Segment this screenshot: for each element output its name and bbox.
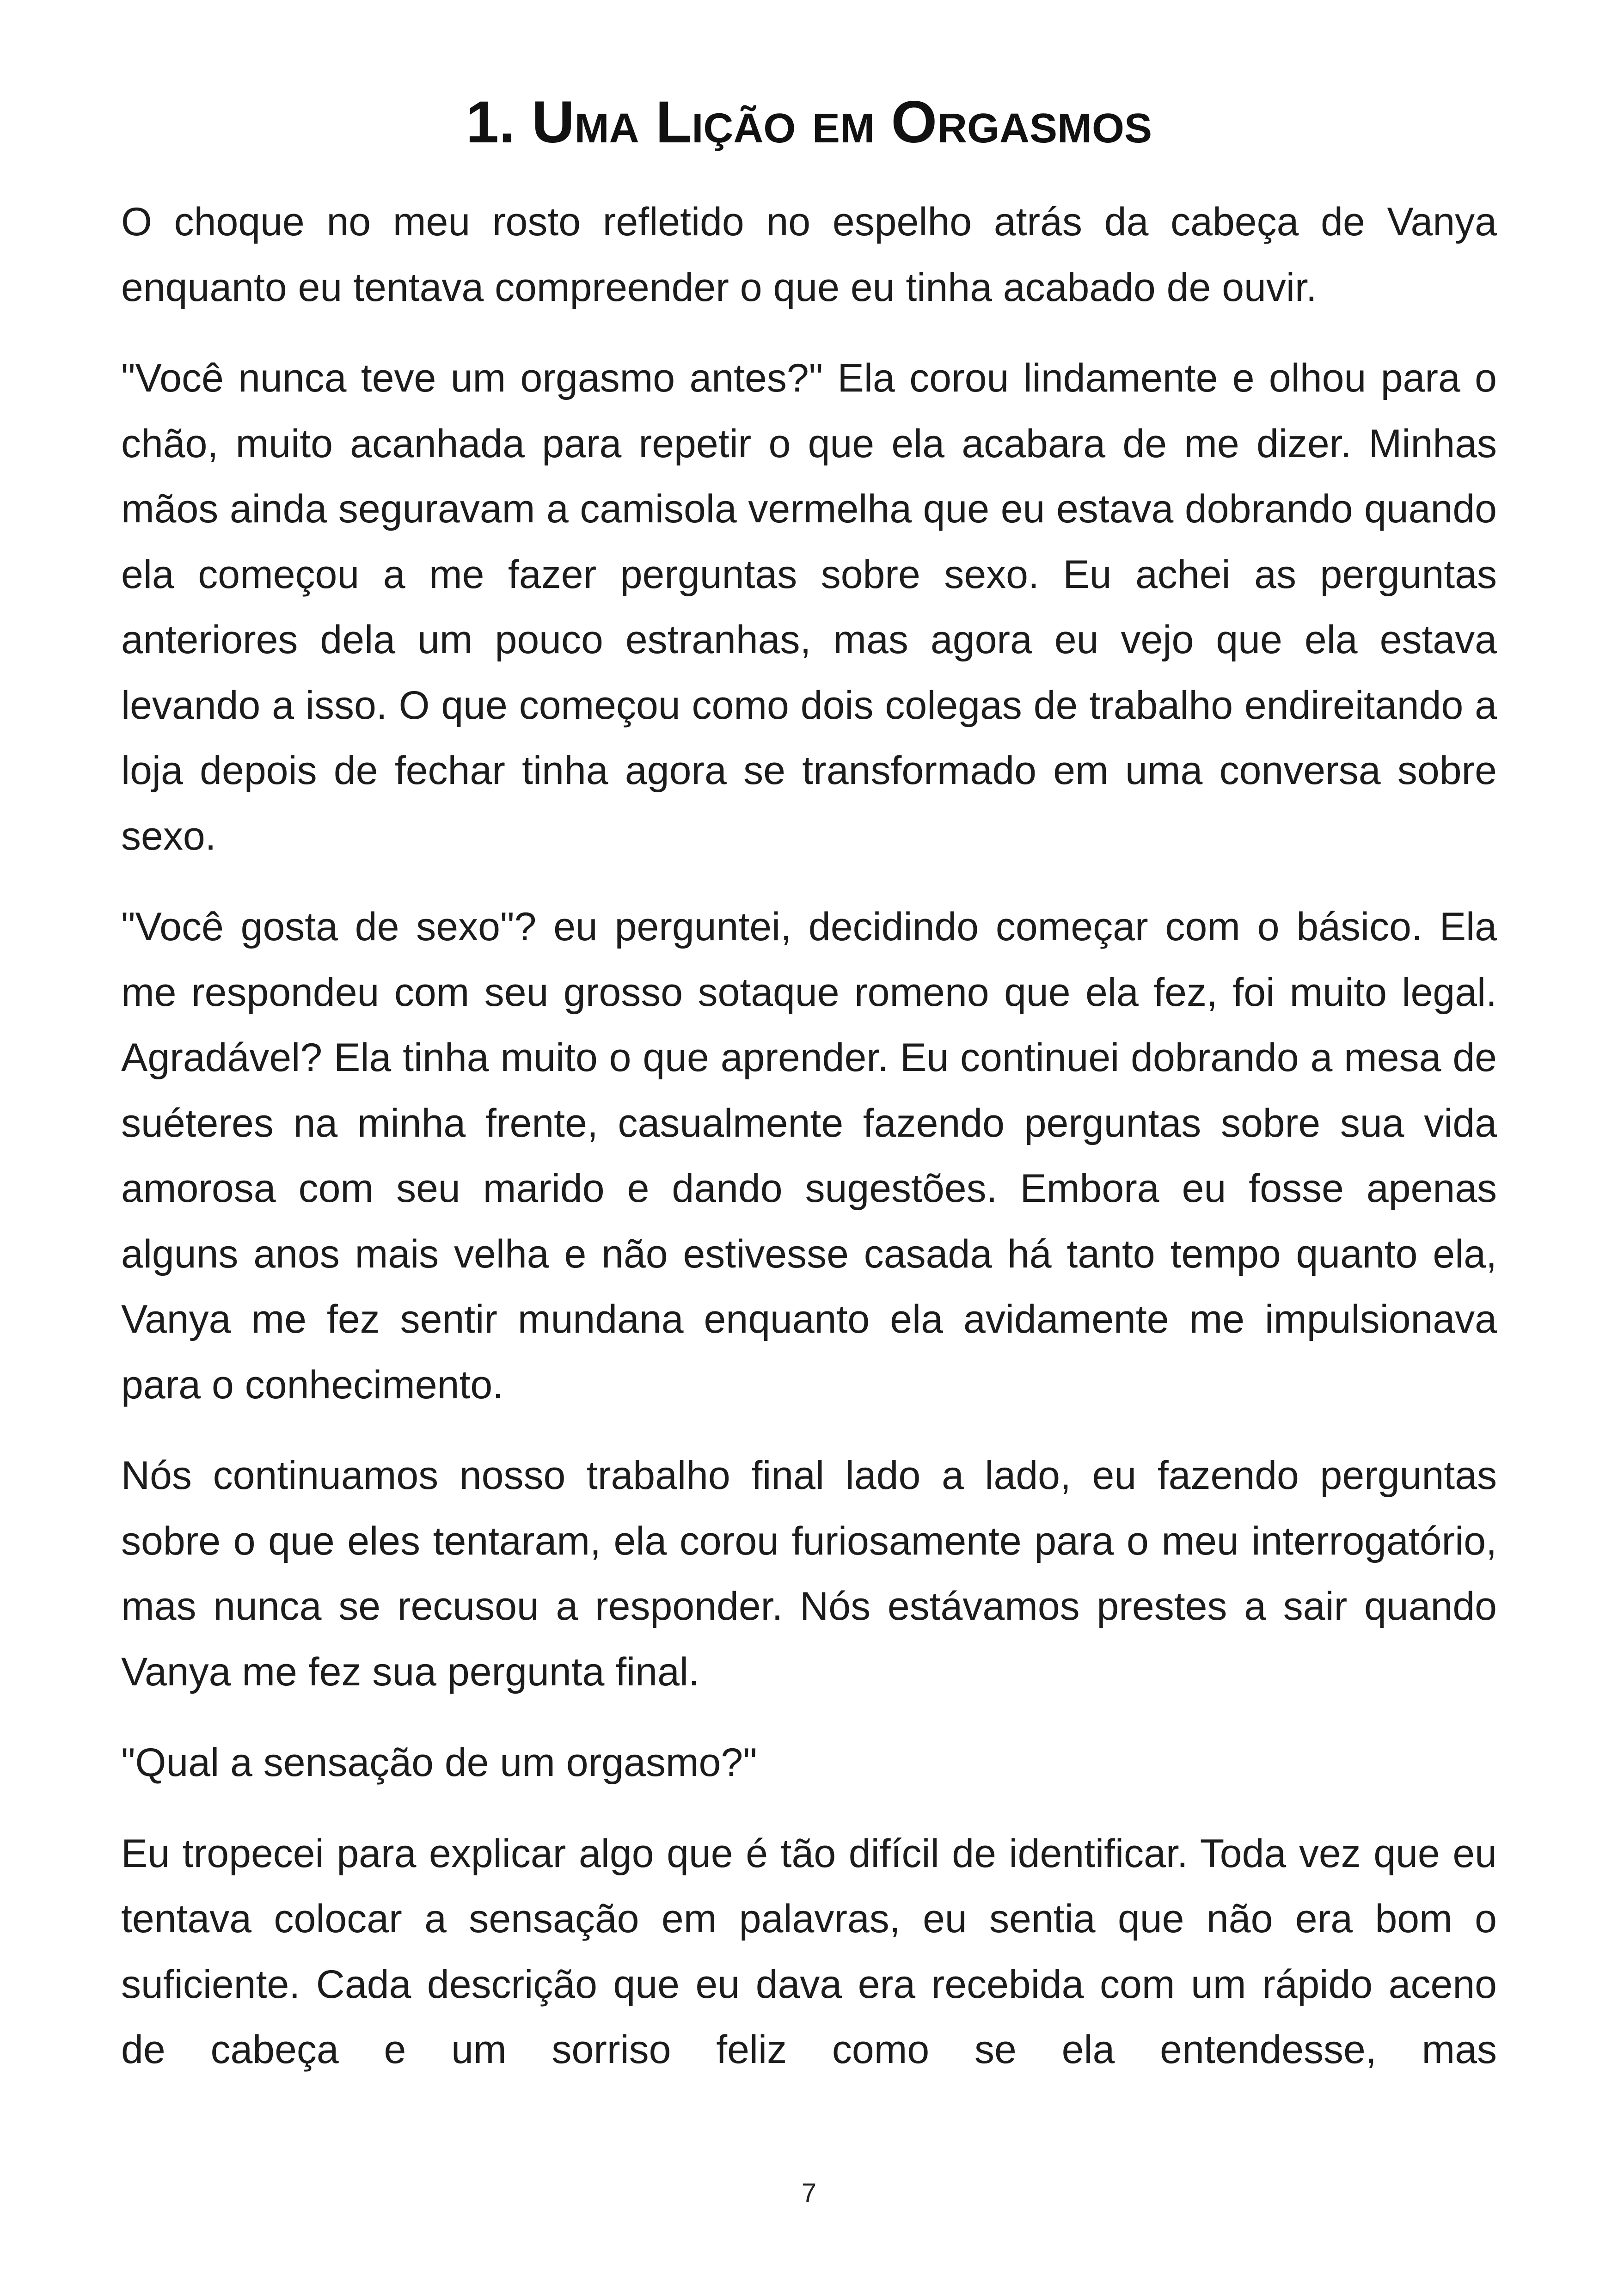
paragraph: Eu tropecei para explicar algo que é tão difícil de identificar. Toda vez que eu tentava colocar a sensação em palavras, eu sentia que não era bom o suficiente. Cada descrição que eu dava era recebida com um rápido aceno de cabeça e um sorriso feliz como se ela entendesse, mas: [121, 1831, 1497, 2072]
chapter-title: 1. Uma Lição em Orgasmos: [466, 89, 1152, 155]
paragraph: O choque no meu rosto refletido no espelho atrás da cabeça de Vanya enquanto eu tentava compreender o que eu tinha acabado de ouvir.: [121, 200, 1497, 310]
paragraph: "Qual a sensação de um orgasmo?": [121, 1740, 757, 1785]
paragraph: Nós continuamos nosso trabalho final lado a lado, eu fazendo perguntas sobre o que eles tentaram, ela corou furiosamente para o meu interrogatório, mas nunca se recusou a responder. Nós estávamos prestes a sair quando Vanya me fez sua pergunta final.: [121, 1453, 1497, 1694]
chapter-body: [121, 190, 1497, 2108]
page-number: 7: [801, 2178, 817, 2208]
paragraph: "Você gosta de sexo"? eu perguntei, decidindo começar com o básico. Ela me respondeu com seu grosso sotaque romeno que ela fez, foi muito legal. Agradável? Ela tinha muito o que aprender. Eu continuei dobrando a mesa de suéteres na minha frente, casualmente fazendo perguntas sobre sua vida amorosa com seu marido e dando sugestões. Embora eu fosse apenas alguns anos mais velha e não estivesse casada há tanto tempo quanto ela, Vanya me fez sentir mundana enquanto ela avidamente me impulsionava para o conhecimento.: [121, 905, 1497, 1407]
paragraph: "Você nunca teve um orgasmo antes?" Ela corou lindamente e olhou para o chão, muito acanhada para repetir o que ela acabara de me dizer. Minhas mãos ainda seguravam a camisola vermelha que eu estava dobrando quando ela começou a me fazer perguntas sobre sexo. Eu achei as perguntas anteriores dela um pouco estranhas, mas agora eu vejo que ela estava levando a isso. O que começou como dois colegas de trabalho endireitando a loja depois de fechar tinha agora se transformado em uma conversa sobre sexo.: [121, 356, 1497, 858]
